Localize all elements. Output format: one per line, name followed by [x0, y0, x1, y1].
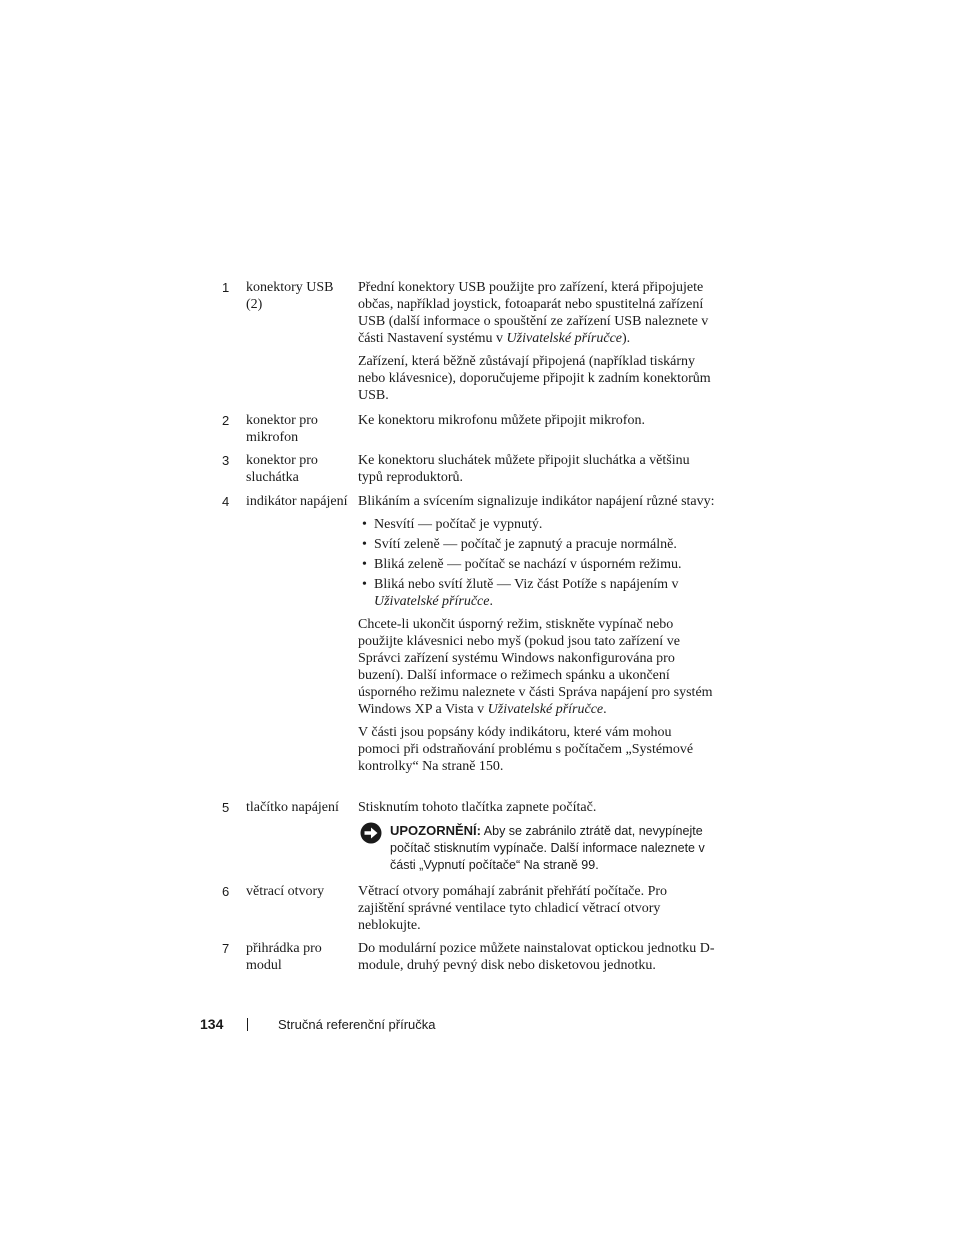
- text-run: Svítí zeleně — počítač je zapnutý a pracuje normálně.: [374, 537, 677, 552]
- item-name: konektor pro sluchátka: [246, 453, 318, 485]
- text-run: Stisknutím tohoto tlačítka zapnete počítač.: [358, 800, 597, 815]
- list-item: [358, 536, 716, 553]
- text-run: Do modulární pozice můžete nainstalovat optickou jednotku D-module, druhý pevný disk nebo disketovou jednotku.: [358, 941, 715, 973]
- description-paragraph: [358, 412, 716, 429]
- description-paragraph: [358, 493, 716, 510]
- text-run: .: [603, 702, 607, 717]
- italic-text: Uživatelské příručce: [374, 594, 490, 609]
- description-paragraph: [358, 799, 716, 816]
- text-run: Nesvítí — počítač je vypnutý.: [374, 517, 543, 532]
- item-name: větrací otvory: [246, 884, 325, 899]
- item-number: 6: [222, 884, 230, 899]
- description-paragraph: [358, 616, 716, 718]
- description-paragraph: [358, 279, 716, 347]
- text-run: V části jsou popsány kódy indikátoru, které vám mohou pomoci při odstraňování problému s počítačem „Systémové kontrolky“ Na straně 150.: [358, 725, 694, 774]
- list-item: [358, 576, 716, 610]
- item-number: 5: [222, 800, 230, 815]
- item-name: konektory USB (2): [246, 280, 334, 312]
- notice-text: Aby se zabránilo ztrátě dat, nevypínejte počítač stisknutím vypínače. Další informace naleznete v části „Vypnutí počítače“ Na straně 99.: [390, 824, 705, 872]
- item-number: 7: [222, 941, 230, 956]
- item-number: 2: [222, 413, 230, 428]
- description-paragraph: [358, 452, 716, 486]
- text-run: .: [489, 594, 493, 609]
- item-number: 4: [222, 494, 230, 509]
- item-description: [358, 493, 716, 775]
- description-paragraph: [358, 353, 716, 404]
- item-name: přihrádka pro modul: [246, 941, 322, 973]
- description-paragraph: [358, 940, 716, 974]
- item-description: [358, 940, 716, 974]
- description-paragraph: [358, 883, 716, 934]
- text-run: Bliká zeleně — počítač se nachází v úsporném režimu.: [374, 557, 682, 572]
- text-run: Zařízení, která běžně zůstávají připojená (například tiskárny nebo klávesnice), doporučujeme připojit k zadním konektorům USB.: [358, 354, 711, 403]
- text-run: Větrací otvory pomáhají zabránit přehřátí počítače. Pro zajištění správné ventilace tyto chladicí větrací otvory neblokujte.: [358, 884, 668, 933]
- item-description: [358, 279, 716, 404]
- item-description: [358, 452, 716, 486]
- list-item: [358, 556, 716, 573]
- italic-text: Uživatelské příručce: [506, 331, 622, 346]
- item-name: konektor pro mikrofon: [246, 413, 318, 445]
- description-paragraph: [358, 724, 716, 775]
- bullet-list: [358, 516, 716, 610]
- text-run: Ke konektoru sluchátek můžete připojit sluchátka a většinu typů reproduktorů.: [358, 453, 690, 485]
- notice-box: [358, 822, 716, 874]
- text-run: Bliká nebo svítí žlutě — Viz část Potíže s napájením v: [374, 577, 679, 592]
- item-description: [358, 412, 716, 429]
- item-description: [358, 799, 716, 874]
- text-run: Chcete-li ukončit úsporný režim, stiskněte vypínač nebo použijte klávesnici nebo myš (pokud jsou tato zařízení ve Správci zařízení systému Windows nakonfigurována pro buzení). Další informace o režimech spánku a ukončení úsporného režimu naleznete v části Správa napájení pro systém Windows XP a Vista v: [358, 617, 713, 717]
- item-description: [358, 883, 716, 934]
- text-run: ).: [622, 331, 631, 346]
- notice-label: UPOZORNĚNÍ:: [390, 823, 481, 838]
- item-number: 3: [222, 453, 230, 468]
- footer-title: Stručná referenční příručka: [278, 1017, 436, 1032]
- italic-text: Uživatelské příručce: [487, 702, 604, 717]
- page-number: 134: [200, 1016, 224, 1032]
- text-run: Ke konektoru mikrofonu můžete připojit mikrofon.: [358, 413, 645, 428]
- item-name: indikátor napájení: [246, 494, 348, 509]
- text-run: Přední konektory USB použijte pro zařízení, která připojujete občas, například joystick, fotoaparát nebo spustitelná zařízení USB (další informace o spouštění ze zařízení USB naleznete v části Nastavení systému v: [358, 280, 709, 346]
- item-name: tlačítko napájení: [246, 800, 339, 815]
- list-item: [358, 516, 716, 533]
- text-run: Blikáním a svícením signalizuje indikátor napájení různé stavy:: [358, 494, 715, 509]
- item-number: 1: [222, 280, 230, 295]
- notice-arrow-icon: [360, 822, 382, 844]
- footer-divider: [247, 1018, 248, 1031]
